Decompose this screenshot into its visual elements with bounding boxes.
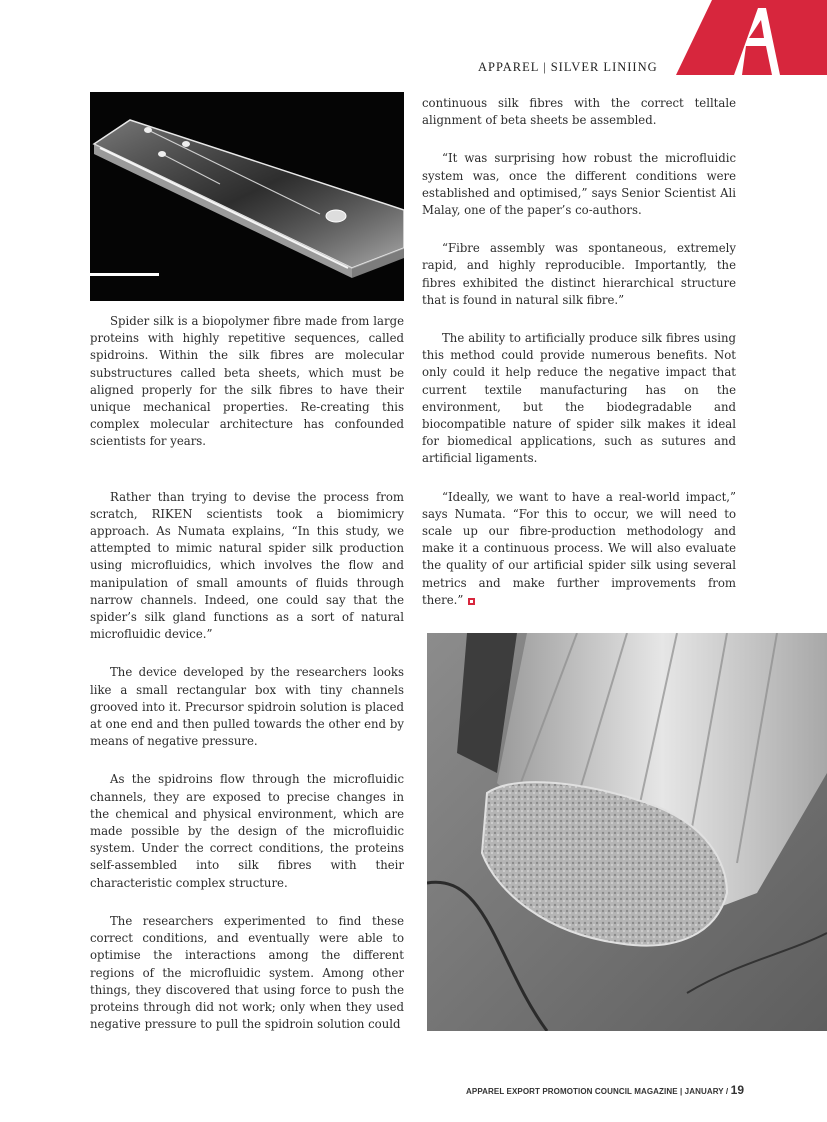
footer-magazine-name: APPAREL EXPORT PROMOTION COUNCIL MAGAZINE | JANUARY / <box>466 1087 731 1096</box>
article-paragraph-final <box>422 489 736 609</box>
article-paragraph: As the spidroins flow through the microfluidic channels, they are exposed to precise changes in the chemical and physical environment, which are made possible by the design of the microfluidic system. Under the correct conditions, the proteins self-assembled into silk fibres with their characteristic complex structure. <box>90 772 404 890</box>
page-number: 19 <box>730 1083 745 1097</box>
section-letter-logo <box>676 0 827 75</box>
article-paragraph: “It was surprising how robust the microfluidic system was, once the different conditions were established and optimised,” says Senior Scientist Ali Malay, one of the paper’s co-authors. <box>422 151 736 218</box>
spider-silk-fibre-sem-photo <box>427 633 827 1031</box>
microfluidic-device-photo <box>90 92 404 301</box>
section-title: APPAREL | SILVER LINIING <box>478 60 658 74</box>
final-paragraph-text: “Ideally, we want to have a real-world impact,” says Numata. “For this to occur, we will need to scale up our fibre-production methodology and make it a continuous process. We will also evaluate the quality of our artificial spider silk using several metrics and make further improvements from there.” <box>422 489 736 607</box>
article-paragraph: The ability to artificially produce silk fibres using this method could provide numerous benefits. Not only could it help reduce the negative impact that current textile manufacturing has on the environment, but the biodegradable and biocompatible nature of spider silk makes it ideal for biomedical applications, such as sutures and artificial ligaments. <box>422 331 736 466</box>
page-footer <box>466 1083 744 1097</box>
article-paragraph: The researchers experimented to find these correct conditions, and eventually were able to optimise the interactions among the different regions of the microfluidic system. Among other things, they discovered that using force to push the proteins through did not work; only when they used negative pressure to pull the spidroin solution could <box>90 913 404 1032</box>
article-paragraph-continuation: continuous silk fibres with the correct telltale alignment of beta sheets be assembled. <box>422 96 736 128</box>
left-column <box>90 313 404 1033</box>
article-paragraph: Rather than trying to devise the process from scratch, RIKEN scientists took a biomimicry approach. As Numata explains, “In this study, we attempted to mimic natural spider silk production using microfluidics, which involves the flow and manipulation of small amounts of fluids through narrow channels. Indeed, one could say that the spider’s silk gland functions as a sort of natural microfluidic device.” <box>90 489 404 642</box>
end-of-article-icon <box>468 598 475 605</box>
article-paragraph: Spider silk is a biopolymer fibre made from large proteins with highly repetitive sequences, called spidroins. Within the silk fibres are molecular substructures called beta sheets, which must be aligned properly for the silk fibres to have their unique mechanical properties. Re-creating this complex molecular architecture has confounded scientists for years. <box>90 314 404 449</box>
article-paragraph: The device developed by the researchers looks like a small rectangular box with tiny channels grooved into it. Precursor spidroin solution is placed at one end and then pulled towards the other end by means of negative pressure. <box>90 665 404 749</box>
article-paragraph: “Fibre assembly was spontaneous, extremely rapid, and highly reproducible. Importantly, the fibres exhibited the distinct hierarchical structure that is found in natural silk fibre.” <box>422 241 736 307</box>
right-column <box>422 95 736 609</box>
